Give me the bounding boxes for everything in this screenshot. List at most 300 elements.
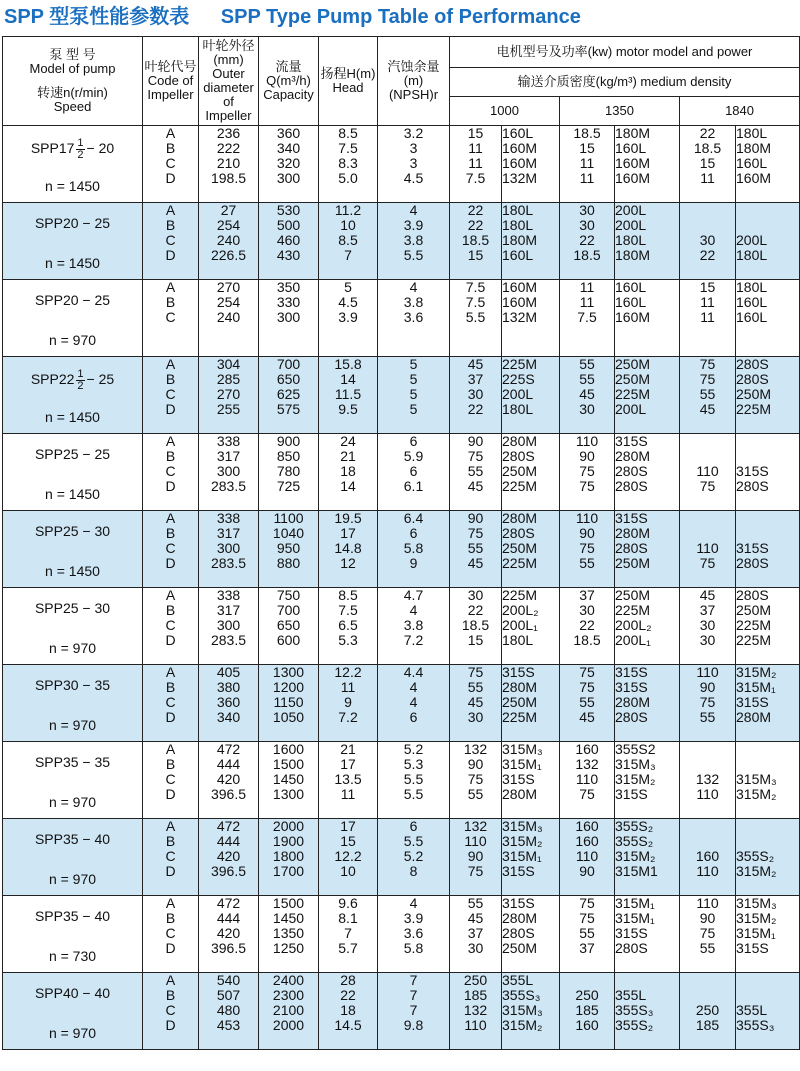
speed-value: n = 1450 [45, 178, 100, 194]
cell-value: 225S [502, 371, 535, 387]
npsh-cell [378, 203, 450, 280]
cell-value: 110 [575, 433, 599, 449]
cell-value: 55 [579, 555, 595, 571]
speed-value: n = 1450 [45, 255, 100, 271]
cell-value: 320 [276, 155, 301, 171]
cell-value: 110 [696, 895, 719, 911]
cell-value: A [165, 356, 176, 372]
cell-value: 55 [467, 679, 484, 695]
cell-value: 18.5 [461, 232, 490, 248]
cell-value: 10 [340, 217, 356, 233]
power-kw-cell [560, 280, 615, 357]
cell-value: 280S [736, 478, 769, 494]
cell-value: 1300 [272, 786, 305, 802]
cell-value: 75 [467, 771, 484, 787]
cell-value [680, 203, 735, 218]
npsh-cell [378, 742, 450, 819]
cell-value: C [165, 848, 176, 864]
cell-value: 315S [615, 510, 648, 526]
cell-value [736, 742, 799, 757]
cell-value: 315M₃ [502, 1002, 543, 1018]
cell-value: 315M₂ [736, 910, 777, 926]
cell-value: 90 [699, 910, 716, 926]
cell-value: 250 [463, 972, 488, 988]
cell-value: 5 [409, 386, 418, 402]
model-name: SPP35 − 35 [34, 754, 111, 770]
power-kw-cell [680, 742, 736, 819]
cell-value: 360 [216, 694, 241, 710]
cell-value: 250M [615, 587, 651, 603]
cell-value: 315M₂ [736, 664, 777, 680]
model-prefix: SPP17 [30, 140, 75, 157]
power-kw-cell [680, 973, 736, 1050]
cell-value: 30 [699, 632, 716, 648]
cell-value: B [165, 602, 176, 618]
cell-value: 700 [276, 602, 301, 618]
cell-value: 200L [615, 217, 647, 233]
cell-value: 22 [467, 602, 484, 618]
cell-value: 200L [615, 202, 647, 218]
power-kw-cell [450, 434, 502, 511]
cell-value: 8.5 [338, 587, 358, 603]
motor-model-cell [615, 819, 680, 896]
cell-value: 160 [695, 848, 720, 864]
cell-value: B [165, 448, 176, 464]
cell-value: 110 [464, 833, 487, 849]
head-cell [319, 280, 378, 357]
motor-model-cell [502, 203, 560, 280]
cell-value: 210 [216, 155, 241, 171]
cell-value: 185 [575, 1002, 599, 1018]
cell-value: 90 [467, 510, 484, 526]
model-name: SPP35 − 40 [34, 908, 111, 924]
model-fraction [76, 369, 84, 392]
cell-value: 7.5 [465, 279, 486, 295]
cell-value: 315S [615, 433, 648, 449]
cell-value: 7.5 [465, 294, 486, 310]
cell-value: 1500 [272, 895, 305, 911]
cell-value [736, 819, 799, 834]
cell-value: 1040 [272, 525, 305, 541]
impeller-code-cell [143, 280, 199, 357]
cell-value: 315S [502, 863, 535, 879]
cell-value: B [165, 910, 176, 926]
cell-value: 7.5 [338, 602, 358, 618]
table-row [3, 973, 800, 1050]
cell-value: 30 [579, 217, 595, 233]
cell-value: 55 [579, 694, 595, 710]
cell-value: 280M [502, 510, 538, 526]
cell-value: 160M [502, 294, 538, 310]
cell-value: B [165, 679, 176, 695]
impeller-code-cell [143, 665, 199, 742]
table-row [3, 357, 800, 434]
power-kw-cell [560, 588, 615, 665]
cell-value: 338 [216, 587, 241, 603]
cell-value: C [165, 540, 176, 556]
cell-value [615, 973, 679, 988]
cell-value: C [165, 771, 176, 787]
model-name: SPP20 − 25 [34, 215, 111, 231]
cell-value: 30 [579, 602, 595, 618]
cell-value: 315M₁ [615, 910, 655, 926]
cell-value: 1450 [272, 910, 305, 926]
cell-value: 300 [276, 170, 301, 186]
power-kw-cell [680, 203, 736, 280]
cell-value: 180L [502, 632, 534, 648]
diameter-cell [199, 819, 259, 896]
table-row [3, 896, 800, 973]
cell-value: 1800 [272, 848, 305, 864]
cell-value: 420 [216, 925, 241, 941]
cell-value: 180L [736, 247, 768, 263]
cell-value: 132 [463, 741, 488, 757]
cell-value: 14.8 [334, 540, 362, 556]
cell-value: 254 [216, 294, 241, 310]
cell-value: 355L [736, 1002, 768, 1018]
cell-value [680, 742, 735, 757]
cell-value: 250M [615, 371, 651, 387]
model-cell [3, 973, 143, 1050]
cell-value: 355S₂ [615, 818, 654, 834]
cell-value: 11 [700, 309, 715, 325]
cell-value: 453 [216, 1017, 241, 1033]
cell-value: C [165, 463, 176, 479]
cell-value: 1100 [273, 510, 304, 526]
cell-value: 22 [699, 125, 716, 141]
cell-value: 338 [216, 433, 241, 449]
cell-value: 315S [736, 463, 769, 479]
cell-value: 9.5 [338, 401, 358, 417]
head-cell [319, 203, 378, 280]
cell-value: 132M [502, 170, 538, 186]
cell-value: C [165, 309, 176, 325]
model-cell [3, 126, 143, 203]
cell-value: 55 [699, 940, 716, 956]
power-kw-cell [560, 203, 615, 280]
cell-value: 18 [340, 463, 356, 479]
cell-value: 160M [502, 155, 538, 171]
cell-value: 37 [467, 371, 484, 387]
motor-model-cell [615, 588, 680, 665]
cell-value: 18.5 [573, 125, 601, 141]
cell-value: 110 [696, 786, 719, 802]
power-kw-cell [560, 896, 615, 973]
impeller-code-header-en: Code of Impeller [147, 73, 194, 102]
cell-value: 11 [579, 155, 595, 171]
cell-value: 880 [276, 555, 301, 571]
model-prefix: SPP22 [30, 371, 75, 388]
cell-value [680, 434, 735, 449]
cell-value: 12.2 [334, 664, 362, 680]
cell-value [680, 526, 735, 541]
cell-value: 17 [340, 756, 356, 772]
cell-value: 315M₂ [502, 833, 543, 849]
cell-value: 254 [216, 217, 241, 233]
cell-value: 1050 [272, 709, 305, 725]
cell-value: 1200 [272, 679, 305, 695]
cell-value: 300 [216, 540, 241, 556]
pump-group [3, 588, 800, 665]
power-kw-cell [560, 819, 615, 896]
cell-value: 75 [699, 555, 716, 571]
motor-model-cell [502, 280, 560, 357]
motor-model-cell [502, 896, 560, 973]
cell-value: 15.8 [334, 356, 362, 372]
cell-value: 300 [216, 463, 241, 479]
diameter-cell [199, 511, 259, 588]
npsh-cell [378, 819, 450, 896]
cell-value: 280S [502, 925, 535, 941]
cell-value: 132 [463, 818, 488, 834]
diameter-cell [199, 742, 259, 819]
speed-value: n = 1450 [45, 486, 100, 502]
cell-value: 283.5 [210, 632, 247, 648]
cell-value: 1700 [272, 863, 305, 879]
pump-group [3, 357, 800, 434]
cell-value: 15 [699, 279, 716, 295]
cell-value: 160L [502, 247, 534, 263]
cell-value: 200L [736, 232, 768, 248]
cell-value: 225M [502, 587, 538, 603]
table-row [3, 742, 800, 819]
cell-value: 22 [467, 217, 484, 233]
cell-value: 285 [216, 371, 241, 387]
cell-value: 180L [736, 279, 768, 295]
motor-model-cell [736, 973, 800, 1050]
model-speed-header [3, 37, 143, 126]
cell-value: 75 [467, 448, 484, 464]
cell-value: 6 [409, 463, 418, 479]
cell-value: 1450 [272, 771, 305, 787]
cell-value: D [165, 863, 176, 879]
cell-value: 10 [340, 863, 356, 879]
pump-group [3, 819, 800, 896]
cell-value: 900 [276, 433, 301, 449]
cell-value: 575 [276, 401, 301, 417]
head-cell [319, 588, 378, 665]
cell-value: 4 [409, 895, 418, 911]
diameter-header-cn: 叶轮外径(mm) [202, 38, 255, 67]
motor-model-cell [502, 434, 560, 511]
impeller-code-cell [143, 742, 199, 819]
cell-value: 255 [216, 401, 241, 417]
diameter-cell [199, 434, 259, 511]
cell-value: 283.5 [210, 555, 247, 571]
cell-value: 355S₃ [502, 987, 541, 1003]
cell-value: C [165, 1002, 176, 1018]
cell-value: 37 [467, 925, 484, 941]
cell-value: 15 [699, 155, 716, 171]
cell-value: 75 [579, 540, 595, 556]
cell-value: 180L [502, 401, 534, 417]
cell-value: 420 [216, 848, 241, 864]
cell-value: 18.5 [693, 140, 722, 156]
capacity-cell [259, 357, 319, 434]
cell-value: 37 [699, 602, 716, 618]
table-row [3, 819, 800, 896]
cell-value [680, 988, 735, 1003]
table-row [3, 203, 800, 280]
cell-value: 11.2 [334, 202, 362, 218]
cell-value: D [165, 478, 176, 494]
cell-value: 160L [615, 294, 647, 310]
cell-value: 75 [699, 478, 716, 494]
cell-value: 1350 [272, 925, 305, 941]
model-cell [3, 357, 143, 434]
cell-value: 160M [615, 170, 651, 186]
capacity-cell [259, 588, 319, 665]
cell-value: B [165, 756, 176, 772]
cell-value: 1500 [272, 756, 305, 772]
cell-value: 45 [467, 694, 484, 710]
impeller-code-cell [143, 126, 199, 203]
cell-value: 315M₂ [615, 848, 656, 864]
motor-model-cell [502, 665, 560, 742]
model-header-en: Model of pump [29, 61, 116, 76]
model-name: SPP25 − 25 [34, 446, 111, 462]
power-kw-cell [560, 742, 615, 819]
model-cell [3, 280, 143, 357]
model-cell [3, 819, 143, 896]
cell-value: A [165, 664, 176, 680]
fraction-denominator: 2 [77, 149, 84, 161]
cell-value: 355S₂ [736, 848, 775, 864]
cell-value: 5.5 [403, 771, 424, 787]
power-kw-cell [560, 357, 615, 434]
cell-value: 24 [340, 433, 356, 449]
cell-value [560, 973, 614, 988]
cell-value: 27 [220, 202, 237, 218]
cell-value: 22 [467, 202, 484, 218]
cell-value: 850 [276, 448, 301, 464]
power-kw-cell [680, 665, 736, 742]
model-cell [3, 588, 143, 665]
cell-value: 315S [615, 664, 648, 680]
cell-value: 1600 [272, 741, 305, 757]
model-name [3, 369, 142, 392]
motor-model-cell [736, 280, 800, 357]
impeller-code-cell [143, 819, 199, 896]
motor-model-cell [502, 511, 560, 588]
cell-value: 250M [615, 356, 651, 372]
cell-value: 9.6 [338, 895, 358, 911]
cell-value: 11 [468, 155, 483, 171]
cell-value: 7 [409, 972, 418, 988]
cell-value: 4 [409, 694, 418, 710]
cell-value: 110 [575, 510, 599, 526]
cell-value: 6 [409, 709, 418, 725]
cell-value: 317 [216, 448, 241, 464]
table-row [3, 511, 800, 588]
cell-value: 315M₁ [502, 848, 542, 864]
power-kw-cell [450, 511, 502, 588]
pump-group [3, 203, 800, 280]
cell-value: 226.5 [210, 247, 247, 263]
cell-value: 283.5 [210, 478, 247, 494]
cell-value: 4.5 [338, 294, 358, 310]
npsh-cell [378, 896, 450, 973]
cell-value: 55 [699, 709, 716, 725]
cell-value [680, 973, 735, 988]
cell-value: A [165, 818, 176, 834]
cell-value: 7.2 [338, 709, 358, 725]
head-cell [319, 896, 378, 973]
page-title [0, 0, 800, 36]
cell-value: 480 [216, 1002, 241, 1018]
head-header [319, 37, 378, 126]
cell-value: 30 [699, 617, 716, 633]
cell-value: 444 [216, 910, 241, 926]
cell-value: 2000 [272, 1017, 305, 1033]
cell-value: 650 [276, 371, 301, 387]
npsh-header [378, 37, 450, 126]
cell-value: 7 [409, 1002, 418, 1018]
cell-value: 180M [615, 125, 651, 141]
cell-value: 5 [409, 401, 418, 417]
cell-value: 185 [463, 987, 488, 1003]
cell-value: 160 [575, 741, 599, 757]
cell-value: 5.5 [403, 247, 424, 263]
cell-value: 6.1 [403, 478, 424, 494]
cell-value: 315M₃ [615, 756, 656, 772]
cell-value: 430 [276, 247, 301, 263]
pump-group [3, 434, 800, 511]
cell-value: 5.2 [403, 741, 424, 757]
cell-value: 5.5 [403, 786, 424, 802]
cell-value: 315M₂ [736, 863, 777, 879]
cell-value: 355S₃ [615, 1002, 654, 1018]
cell-value: 280S [736, 587, 769, 603]
cell-value: 540 [216, 972, 241, 988]
impeller-code-header [143, 37, 199, 126]
npsh-cell [378, 280, 450, 357]
power-kw-cell [680, 126, 736, 203]
capacity-cell [259, 973, 319, 1050]
impeller-code-cell [143, 588, 199, 665]
cell-value: A [165, 972, 176, 988]
speed-value: n = 1450 [45, 563, 100, 579]
cell-value: 132 [695, 771, 720, 787]
capacity-header [259, 37, 319, 126]
cell-value: 396.5 [210, 786, 247, 802]
cell-value: 13.5 [334, 771, 362, 787]
npsh-header-cn: 汽蚀余量(m) [387, 59, 440, 88]
cell-value: 11 [700, 294, 715, 310]
cell-value: 30 [579, 401, 595, 417]
pump-group [3, 742, 800, 819]
motor-model-cell [502, 819, 560, 896]
cell-value: 315S [736, 940, 769, 956]
cell-value: 11 [700, 170, 715, 186]
cell-value: 18.5 [461, 617, 490, 633]
cell-value: 5 [409, 371, 418, 387]
cell-value: 17 [340, 818, 356, 834]
speed-value: n = 970 [48, 794, 97, 810]
diameter-cell [199, 126, 259, 203]
model-name: SPP40 − 40 [34, 985, 111, 1001]
power-kw-cell [450, 973, 502, 1050]
cell-value: 45 [467, 478, 484, 494]
cell-value: 315M₁ [736, 925, 776, 941]
cell-value [736, 203, 799, 218]
cell-value: C [165, 694, 176, 710]
cell-value: 530 [276, 202, 301, 218]
model-name: SPP20 − 25 [34, 292, 111, 308]
motor-header: 电机型号及功率(kw) motor model and power [450, 37, 800, 68]
cell-value: D [165, 709, 176, 725]
cell-value: D [165, 940, 176, 956]
